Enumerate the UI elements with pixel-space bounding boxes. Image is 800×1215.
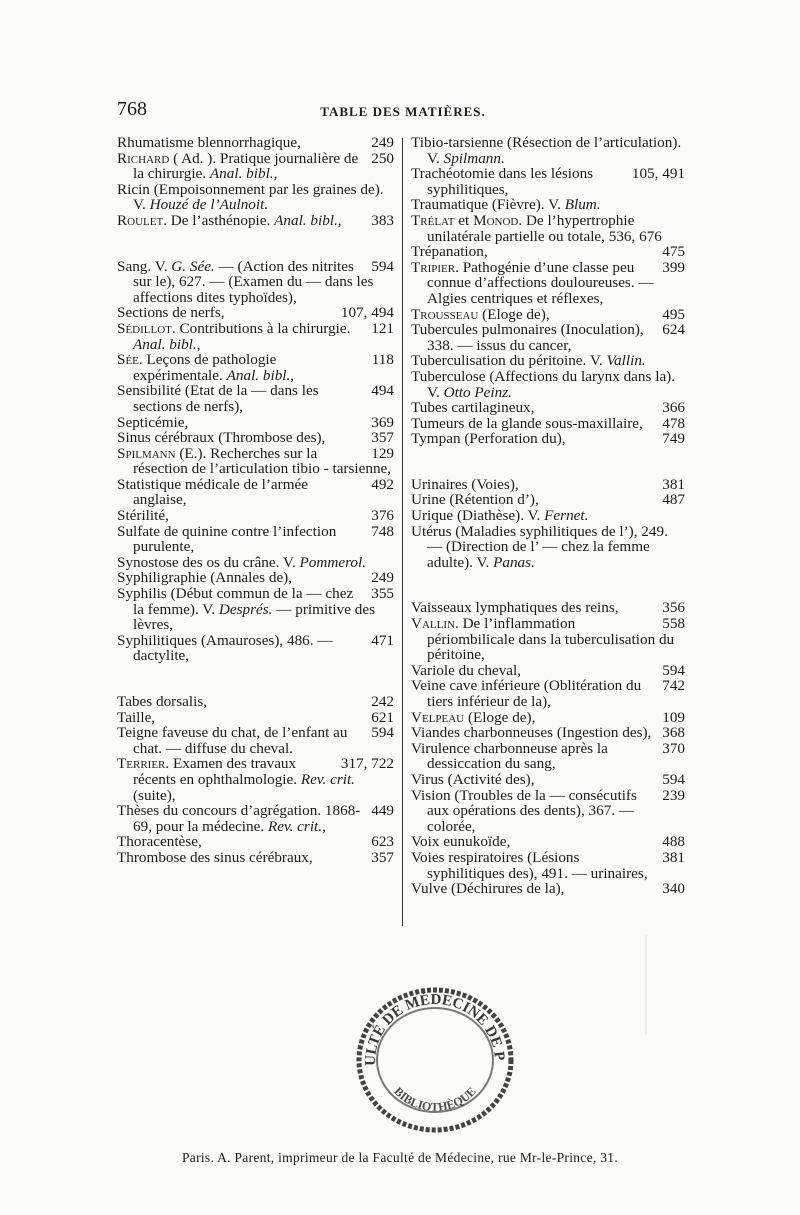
page-reference: 399: [662, 258, 685, 276]
author-name: Tripier: [411, 258, 456, 276]
entry-text: Tumeurs de la glande sous-maxillaire,: [411, 414, 643, 432]
italic-reference: Blum.: [564, 196, 601, 214]
page-reference: 383: [371, 211, 394, 229]
column-divider: [402, 138, 403, 926]
page-reference: 488: [662, 833, 685, 851]
author-name: Trélat: [411, 211, 455, 229]
svg-text:BIBLIOTHÈQUE: BIBLIOTHÈQUE: [391, 1084, 479, 1114]
svg-text:FACULTÉ DE MÉDECINE DE PARIS: ULTÉ DE MÉDECINE DE P: [362, 991, 508, 1067]
page-reference: 366: [662, 399, 685, 417]
index-entry: [411, 492, 685, 508]
page-reference: 624: [662, 321, 685, 339]
entry-text: Tubes cartilagineux,: [411, 399, 535, 417]
index-entry: [411, 725, 685, 741]
page-reference: 355: [371, 585, 394, 603]
italic-reference: Anal. bibl.,: [133, 335, 201, 353]
index-entry: [411, 600, 685, 616]
italic-reference: Rev. crit.,: [267, 817, 326, 835]
index-entry: [411, 400, 685, 416]
author-name: Sée: [117, 351, 139, 369]
italic-reference: Fernet.: [544, 507, 589, 525]
page-reference: 105, 491: [631, 165, 685, 183]
page-reference: 742: [662, 677, 685, 695]
index-entry: [117, 213, 394, 229]
page-reference: 748: [371, 522, 394, 540]
section-gap: [411, 570, 685, 600]
index-entry: [411, 524, 685, 571]
index-entry: [411, 678, 685, 709]
page-reference: 621: [371, 708, 394, 726]
entry-text: Tuberculose (Affections du larynx dans la). V.: [411, 367, 676, 401]
index-entry: [117, 725, 394, 756]
entry-text: Statistique médicale de l’armée anglaise,: [117, 475, 309, 509]
entry-text: Virulence charbonneuse après la dessiccation du sang,: [411, 739, 608, 773]
entry-text: Taille,: [117, 708, 156, 726]
page-reference: 356: [662, 599, 685, 617]
page-reference: 129: [371, 444, 394, 462]
index-entry: [411, 881, 685, 897]
index-entry: [411, 508, 685, 524]
author-name: Richard: [117, 149, 170, 167]
page-reference: 369: [371, 413, 394, 431]
index-entry: [411, 834, 685, 850]
page-reference: 594: [662, 661, 685, 679]
italic-reference: Panas.: [493, 553, 535, 571]
entry-text: Tabes dorsalis,: [117, 693, 208, 710]
index-entry: [117, 570, 394, 586]
entry-text: Rhumatisme blennorrhagique,: [117, 134, 301, 151]
section-gap: [117, 229, 394, 259]
entry-text: Septicémie,: [117, 413, 189, 431]
author-name: Roulet: [117, 211, 164, 229]
page-reference: 471: [371, 631, 394, 649]
author-name: Vallin: [411, 615, 455, 633]
index-entry: [117, 803, 394, 834]
index-entry: [117, 305, 394, 321]
bleed-through: [645, 935, 707, 1035]
page-reference: 357: [371, 429, 394, 447]
section-gap: [411, 447, 685, 477]
italic-reference: Anal. bibl.,: [274, 211, 342, 229]
page-reference: 594: [662, 770, 685, 788]
entry-text: Sensibilité (Etat de la — dans les sections de nerfs),: [117, 382, 319, 415]
entry-text: Trépanation,: [411, 243, 488, 261]
index-entry: [117, 321, 394, 352]
italic-reference: Otto Peinz.: [443, 383, 512, 401]
page-reference: 107, 494: [340, 304, 394, 322]
entry-text: . De l’inflammation périombilicale dans la tuberculisation du péritoine,: [427, 615, 675, 664]
entry-text: Stérilité,: [117, 507, 169, 525]
index-entry: [117, 151, 394, 182]
entry-text: Tubercules pulmonaires (Inoculation), 338. — issus du cancer,: [411, 321, 644, 354]
index-entry: [117, 508, 394, 524]
running-title: TABLE DES MATIÈRES.: [320, 104, 486, 119]
index-entry: [411, 788, 685, 835]
entry-text: et: [454, 211, 474, 229]
page-reference: 492: [371, 475, 394, 493]
entry-text: Syphilitiques (Amauroses), 486. — dactylite,: [117, 631, 333, 665]
index-entry: [117, 834, 394, 850]
printer-imprint: Paris. A. Parent, imprimeur de la Faculté de Médecine, rue Mr-le-Prince, 31.: [181, 1150, 619, 1165]
index-entry: [117, 259, 394, 306]
author-name: Velpeau: [411, 708, 465, 726]
entry-text: — primitive des lèvres,: [133, 600, 375, 634]
index-entry: [411, 616, 685, 663]
entry-text: . De l’asthénopie.: [163, 211, 275, 229]
entry-text: Veine cave inférieure (Oblitération du tiers inférieur de la),: [411, 677, 642, 710]
entry-text: Urinaires (Voies),: [411, 475, 519, 493]
index-column-left: [117, 135, 394, 866]
index-entry: [411, 244, 685, 260]
page-reference: 381: [662, 848, 685, 866]
page-reference: 376: [371, 507, 394, 525]
index-entry: [411, 166, 685, 197]
entry-text: Sang. V.: [117, 257, 172, 275]
index-entry: [117, 586, 394, 633]
page-reference: 623: [371, 833, 394, 851]
entry-text: Teigne faveuse du chat, de l’enfant au chat. — diffuse du cheval.: [117, 724, 348, 757]
index-entry: [411, 135, 685, 166]
entry-text: . Contributions à la chirurgie.: [171, 319, 351, 337]
entry-text: . Examen des travaux récents en ophthalmologie.: [133, 755, 301, 788]
author-name: Terrier: [117, 755, 166, 773]
page-reference: 370: [662, 739, 685, 757]
index-entry: [411, 197, 685, 213]
index-entry: [411, 431, 685, 447]
index-entry: [117, 633, 394, 664]
page-reference: 449: [371, 802, 394, 820]
italic-reference: Després.: [218, 600, 273, 618]
index-entry: [411, 416, 685, 432]
page-reference: 487: [662, 491, 685, 509]
italic-reference: Spilmann.: [443, 149, 505, 167]
index-entry: [117, 430, 394, 446]
entry-text: Sections de nerfs,: [117, 304, 225, 322]
entry-text: — (Action des nitrites sur le), 627. — (Examen du — dans les affections dites typhoïdes),: [133, 257, 374, 306]
index-entry: [411, 322, 685, 353]
stamp-seal: [345, 972, 525, 1140]
index-entry: [411, 710, 685, 726]
page-reference: 340: [662, 880, 685, 898]
page-reference: 118: [371, 351, 394, 369]
page-reference: 494: [371, 382, 394, 400]
entry-text: Vision (Troubles de la — consécutifs aux opérations des dents), 367. — colorée,: [411, 786, 637, 835]
page-reference: 109: [662, 708, 685, 726]
entry-text: . Pathogénie d’une classe peu connue d’affections douloureuses. — Algies centriques et réflexes,: [427, 258, 654, 307]
library-stamp: [345, 972, 525, 1140]
entry-text: (E.). Recherches sur la résection de l’articulation tibio - tarsienne,: [133, 444, 392, 478]
entry-text: Tibio-tarsienne (Résection de l’articulation). V.: [411, 134, 682, 167]
entry-text: (Eloge de),: [464, 708, 536, 726]
index-entry: [117, 694, 394, 710]
entry-text: Sulfate de quinine contre l’infection purulente,: [117, 522, 337, 556]
entry-text: Thèses du concours d’agrégation. 1868-69, pour la médecine.: [117, 802, 361, 835]
page-reference: 594: [371, 257, 394, 275]
index-entry: [411, 213, 685, 244]
index-entry: [117, 135, 394, 151]
index-column-right: [411, 135, 685, 897]
entry-text: Sinus cérébraux (Thrombose des),: [117, 429, 326, 447]
italic-reference: G. Sée.: [171, 257, 215, 275]
entry-text: Ricin (Empoisonnement par les graines de). V.: [117, 180, 384, 214]
italic-reference: Vallin.: [606, 352, 646, 370]
page-reference: 249: [371, 569, 394, 587]
entry-text: Vaisseaux lymphatiques des reins,: [411, 599, 619, 617]
entry-text: Tuberculisation du péritoine. V.: [411, 352, 607, 370]
entry-text: (Eloge de),: [478, 305, 550, 323]
italic-reference: Anal. bibl.,: [209, 165, 278, 183]
entry-text: . De l’hypertrophie unilatérale partielle ou totale, 536, 676: [427, 211, 662, 245]
index-entry: [411, 663, 685, 679]
page-reference: 121: [371, 319, 394, 337]
page-number: 768: [117, 98, 147, 120]
index-entry: [117, 182, 394, 213]
page-header: [117, 98, 689, 122]
index-entry: [117, 446, 394, 477]
index-entry: [411, 850, 685, 881]
index-entry: [411, 772, 685, 788]
entry-text: Utérus (Maladies syphilitiques de l’), 249. — (Direction de l’ — chez la femme adulte). V.: [411, 522, 668, 571]
page-reference: 475: [662, 243, 685, 261]
entry-text: . Leçons de pathologie expérimentale.: [133, 351, 277, 384]
index-entry: [117, 850, 394, 866]
entry-text: Trachéotomie dans les lésions syphilitiques,: [411, 165, 594, 198]
page-reference: 558: [662, 615, 685, 633]
page-reference: 381: [662, 475, 685, 493]
page-reference: 594: [371, 724, 394, 742]
entry-text: Urine (Rétention d’),: [411, 491, 539, 509]
italic-reference: Anal. bibl.,: [226, 366, 295, 384]
section-gap: [117, 664, 394, 694]
page-reference: 250: [371, 149, 394, 167]
index-entry: [117, 555, 394, 571]
entry-text: Traumatique (Fièvre). V.: [411, 196, 565, 214]
index-entry: [117, 352, 394, 383]
index-entry: [411, 369, 685, 400]
page-reference: 749: [662, 430, 685, 448]
index-entry: [411, 307, 685, 323]
entry-text: Urique (Diathèse). V.: [411, 507, 545, 525]
author-name: Sédillot: [117, 319, 172, 337]
index-entry: [117, 710, 394, 726]
entry-text: Voix eunukoïde,: [411, 833, 511, 851]
entry-text: Virus (Activité des),: [411, 770, 535, 788]
index-entry: [117, 524, 394, 555]
index-entry: [411, 353, 685, 369]
index-entry: [117, 383, 394, 414]
entry-text: Thrombose des sinus cérébraux,: [117, 848, 313, 866]
index-entry: [411, 741, 685, 772]
index-entry: [117, 756, 394, 803]
entry-text: (suite),: [133, 786, 176, 804]
entry-text: ( Ad. ). Pratique journalière de la chirurgie.: [133, 149, 359, 183]
entry-text: Voies respiratoires (Lésions syphilitiques des), 491. — urinaires,: [411, 848, 648, 882]
page-reference: 495: [662, 305, 685, 323]
author-name: Monod: [473, 211, 519, 229]
author-name: Trousseau: [411, 305, 479, 323]
entry-text: Variole du cheval,: [411, 661, 522, 679]
page-reference: 239: [662, 786, 685, 804]
index-entry: [117, 477, 394, 508]
entry-text: Syphiligraphie (Annales de),: [117, 569, 293, 587]
page-reference: 478: [662, 414, 685, 432]
author-name: Spilmann: [117, 444, 176, 462]
page-reference: 357: [371, 848, 394, 866]
index-entry: [117, 415, 394, 431]
entry-text: Syphilis (Début commun de la — chez la femme). V.: [117, 585, 354, 618]
entry-text: Viandes charbonneuses (Ingestion des),: [411, 724, 652, 742]
page-reference: 249: [371, 134, 394, 151]
page-reference: 368: [662, 724, 685, 742]
page-reference: 317, 722: [340, 755, 394, 773]
index-entry: [411, 477, 685, 493]
italic-reference: Houzé de l’Aulnoit.: [149, 196, 269, 214]
entry-text: Vulve (Déchirures de la),: [411, 880, 565, 898]
page-reference: 242: [371, 693, 394, 710]
entry-text: Tympan (Perforation du),: [411, 430, 566, 448]
entry-text: Synostose des os du crâne. V.: [117, 553, 300, 571]
italic-reference: Pommerol.: [299, 553, 367, 571]
index-entry: [411, 260, 685, 307]
entry-text: Thoracentèse,: [117, 833, 202, 851]
italic-reference: Rev. crit.: [300, 770, 355, 788]
